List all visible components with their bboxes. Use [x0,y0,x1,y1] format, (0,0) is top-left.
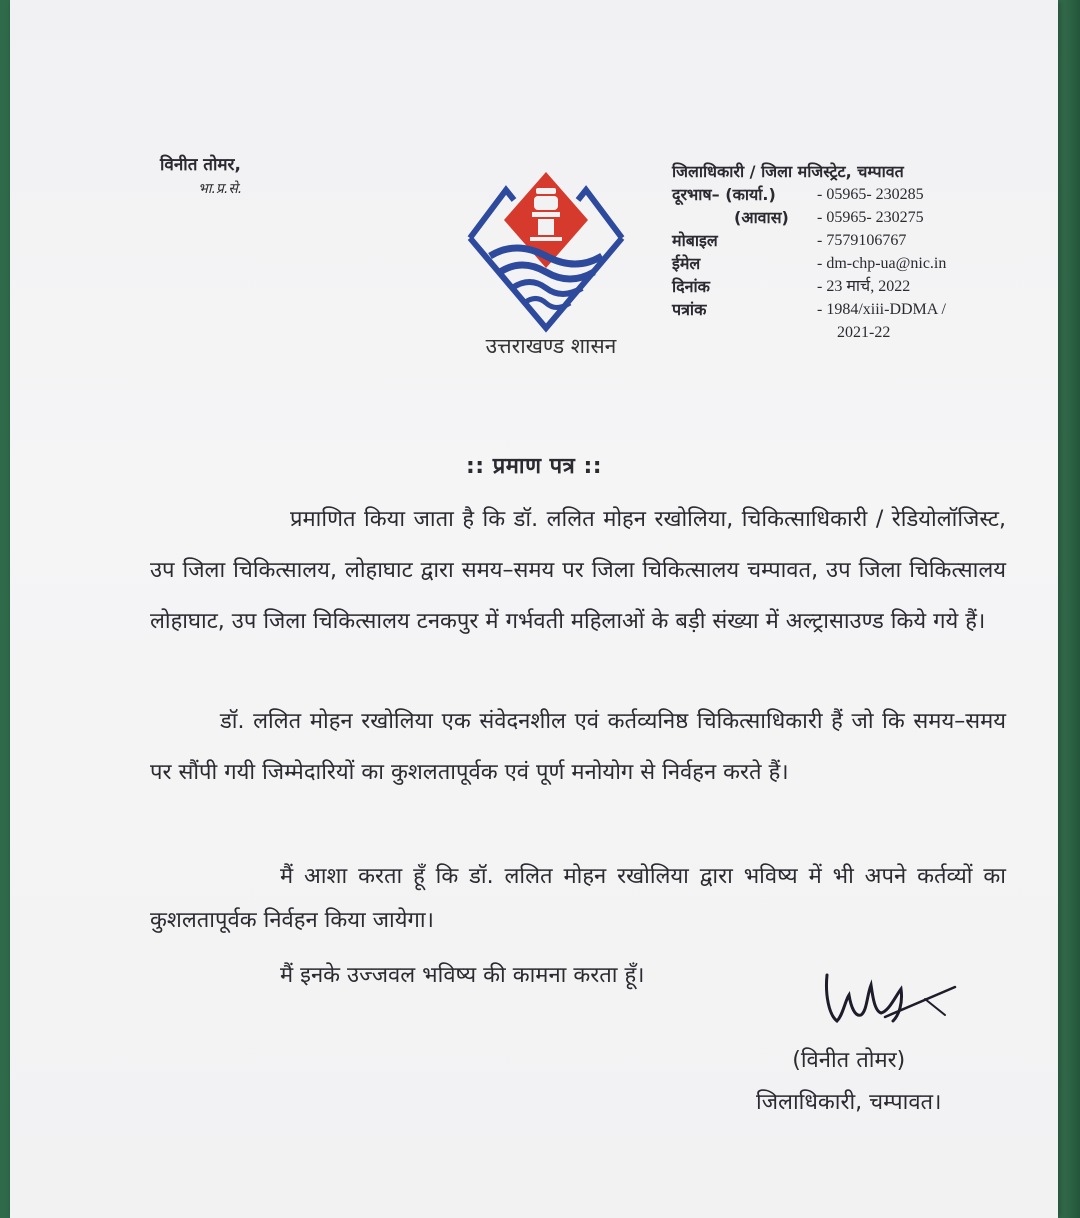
residence-label: (आवास) [734,208,789,227]
sender-block [160,153,242,201]
phone-residence-row [672,206,946,229]
reference-value-line2: 2021-22 [837,324,891,341]
mobile-row [672,229,946,252]
date-row [672,275,946,298]
office-title: जिलाधिकारी / जिला मजिस्ट्रेट, चम्पावत [672,162,904,181]
email-label: ईमेल [672,254,701,273]
body-paragraph-2: डॉ. ललित मोहन रखोलिया एक संवेदनशील एवं कर्तव्यनिष्ठ चिकित्साधिकारी हैं जो कि समय–समय पर सौंपी गयी जिम्मेदारियों का कुशलतापूर्वक एवं पूर्ण मनोयोग से निर्वहन करते हैं। [150,709,1006,785]
signer-name: (विनीत तोमर) [792,1048,906,1073]
body-paragraph-3: मैं आशा करता हूँ कि डॉ. ललित मोहन रखोलिया द्वारा भविष्य में भी अपने कर्तव्यों का कुशलतापूर्वक निर्वहन किया जायेगा। [150,864,1006,933]
certificate-heading: :: प्रमाण पत्र :: [465,454,603,479]
reference-row-2 [672,321,946,344]
phone-label: दूरभाष– (कार्या.) [672,185,776,204]
email-row [672,252,946,275]
sender-service: भा.प्र.से. [198,181,243,197]
sender-name: विनीत तोमर, [160,155,241,175]
reference-label: पत्रांक [672,300,707,319]
date-label: दिनांक [672,277,710,296]
signer-block [756,1040,941,1124]
phone-office-row [672,183,946,206]
mobile-value: - 7579106767 [817,232,907,249]
email-value: - dm-chp-ua@nic.in [817,255,947,272]
logo-caption: उत्तराखण्ड शासन [485,334,617,358]
handwritten-signature [815,955,975,1045]
reference-row [672,298,946,321]
phone-office-value: - 05965- 230285 [817,186,924,203]
office-details [672,160,946,344]
body-paragraph-1: प्रमाणित किया जाता है कि डॉ. ललित मोहन रखोलिया, चिकित्साधिकारी / रेडियोलॉजिस्ट, उप जिला चिकित्सालय, लोहाघाट द्वारा समय–समय पर जिला चिकित्सालय चम्पावत, उप जिला चिकित्सालय लोहाघाट, उप जिला चिकित्सालय टनकपुर में गर्भवती महिलाओं के बड़ी संख्या में अल्ट्रासाउण्ड किये गये हैं। [150,507,1006,634]
date-value: - 23 मार्च, 2022 [817,278,911,295]
phone-residence-value: - 05965- 230275 [817,209,924,226]
body-paragraph-4: मैं इनके उज्जवल भविष्य की कामना करता हूँ। [280,963,645,988]
letter-page [10,0,1058,1218]
mobile-label: मोबाइल [672,231,718,250]
reference-value-line1: - 1984/xiii-DDMA / [817,301,946,318]
signer-designation: जिलाधिकारी, चम्पावत। [756,1090,942,1115]
